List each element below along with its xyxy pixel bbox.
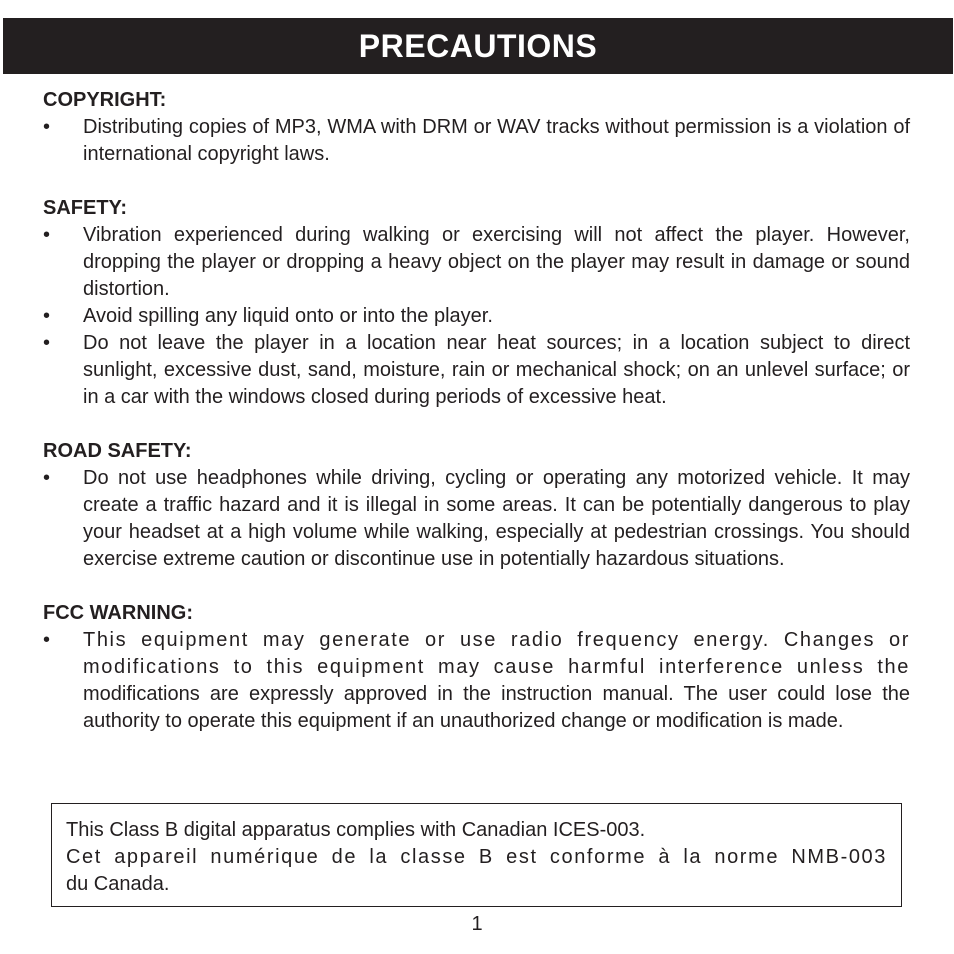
list-item-text: Distributing copies of MP3, WMA with DRM or WAV tracks without permission is a violation of international copyright laws. <box>83 116 910 165</box>
bullet-marker: • <box>43 629 51 651</box>
bullet-marker: • <box>43 305 51 327</box>
notice-line-french: Cet appareil numérique de la classe B est conforme à la norme NMB-003 <box>66 846 887 868</box>
list-item <box>43 303 910 330</box>
list-item <box>43 330 910 411</box>
notice-line-french-end: du Canada. <box>66 873 170 895</box>
list-item-text: Vibration experienced during walking or exercising will not affect the player. However, dropping the player or dropping a heavy object on the player may result in damage or sound distortion. <box>83 224 910 300</box>
section-road-safety <box>43 438 910 573</box>
section-copyright <box>43 87 910 168</box>
list-item <box>43 465 910 573</box>
bullet-list <box>43 222 910 411</box>
list-item-text-spaced: This equipment may generate or use radio frequency energy. Changes or modifications to this equipment may cause harmful interference unless the <box>83 629 910 678</box>
list-item <box>43 627 910 735</box>
section-fcc-warning <box>43 600 910 735</box>
notice-line-english: This Class B digital apparatus complies with Canadian ICES-003. <box>66 819 646 841</box>
section-heading: FCC WARNING: <box>43 602 193 624</box>
list-item-text: Do not leave the player in a location near heat sources; in a location subject to direct sunlight, excessive dust, sand, moisture, rain or mechanical shock; on an unlevel surface; or in a car with the windows closed during periods of excessive heat. <box>83 332 910 408</box>
bullet-marker: • <box>43 332 51 354</box>
list-item-text: Avoid spilling any liquid onto or into the player. <box>83 305 493 327</box>
bullet-list <box>43 465 910 573</box>
page-number: 1 <box>471 913 483 935</box>
bullet-marker: • <box>43 224 51 246</box>
section-safety <box>43 195 910 411</box>
bullet-marker: • <box>43 467 51 489</box>
bullet-list <box>43 114 910 168</box>
list-item <box>43 114 910 168</box>
page-title: PRECAUTIONS <box>358 27 598 64</box>
section-heading: SAFETY: <box>43 197 128 219</box>
bullet-marker: • <box>43 116 51 138</box>
list-item <box>43 222 910 303</box>
list-item-text: Do not use headphones while driving, cycling or operating any motorized vehicle. It may create a traffic hazard and it is illegal in some areas. It can be potentially dangerous to play your headset at a high volume while walking, especially at pedestrian crossings. You should exercise extreme caution or discontinue use in potentially hazardous situations. <box>83 467 910 570</box>
section-heading: ROAD SAFETY: <box>43 440 192 462</box>
title-bar <box>3 18 953 74</box>
section-heading: COPYRIGHT: <box>43 89 167 111</box>
list-item-text: modifications are expressly approved in the instruction manual. The user could lose the authority to operate this equipment if an unauthorized change or modification is made. <box>83 683 910 732</box>
precautions-content <box>43 87 910 762</box>
bullet-list <box>43 627 910 735</box>
canadian-compliance-notice <box>51 803 902 907</box>
